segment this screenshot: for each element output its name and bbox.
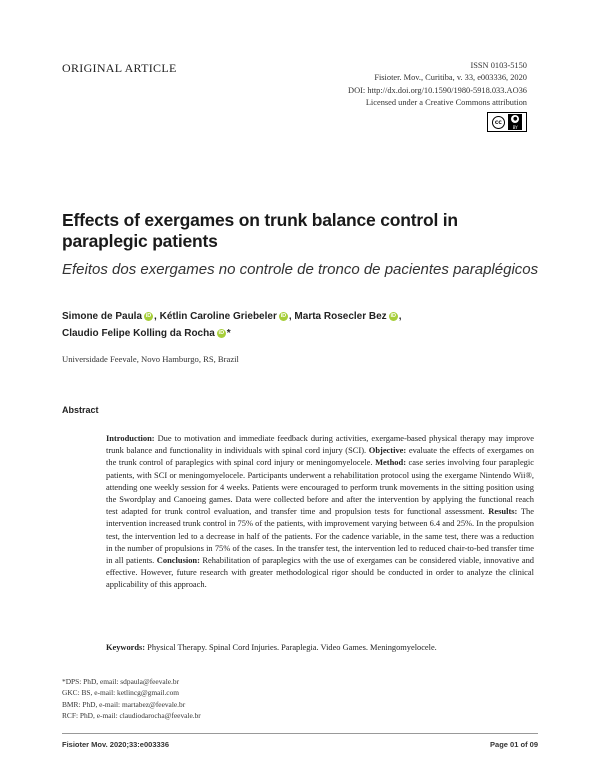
author-separator: * — [226, 328, 231, 339]
objective-heading: Objective: — [368, 445, 407, 456]
results-text: The intervention increased trunk control in 75% of the patients, with improvement varying between 6.4 and 25%. In the propulsion test, the intervention led to a decrease in half of the patients. For the cadence variable, in the same test, there was a reduction in the number of propulsions in 75% of the cases. In the transfer test, the intervention led to reduced chair-to-bed transfer time in all patients. — [106, 506, 535, 566]
orcid-icon[interactable]: iD — [280, 312, 287, 319]
article-subtitle: Efeitos dos exergames no controle de tronco de pacientes paraplégicos — [62, 261, 539, 278]
intro-text: Due to motivation and immediate feedback during activities, exergame-based physical therapy may improve trunk balance and functionality in individuals with spinal cord injury (SCI). — [106, 433, 534, 456]
intro-heading: Introduction: — [106, 433, 155, 443]
author-name: Simone de Paula — [62, 311, 143, 322]
creative-commons-badge[interactable] — [487, 112, 527, 132]
footer-divider — [62, 733, 538, 734]
conclusion-heading: Conclusion: — [156, 555, 200, 566]
orcid-icon[interactable]: iD — [145, 312, 152, 319]
footer-page-number: Page 01 of 09 — [490, 740, 538, 749]
footer-journal: Fisioter Mov. 2020;33:e003336 — [62, 740, 170, 749]
conclusion-text: Rehabilitation of paraplegics with the use of exergames can be considered viable, innovative and effective. However, future research with greater methodological rigor should be conducted in order to analyze the clinical applicability of this approach. — [106, 555, 535, 590]
cc-icon: cc — [492, 116, 505, 129]
abstract-body — [106, 432, 534, 591]
email-line: *DPS: PhD, email: sdpaula@feevale.br — [62, 677, 180, 686]
author-name: Marta Rosecler Bez — [294, 311, 387, 322]
orcid-icon[interactable]: iD — [218, 329, 225, 336]
method-text: case series involving four paraplegic patients, with SCI or meningomyelocele. Participants underwent a rehabilitation protocol using the exergame Nintendo Wii®, attending one weekly session for 4 weeks. Patients were encouraged to perform trunk movements in the sitting position using the Swordplay and Canoeing games. Data were collected before and after the intervention by applying the functional reach test adapted for trunk control evaluation, and transfer time and propulsion tests for functional assessment. — [106, 457, 534, 517]
author-name: Claudio Felipe Kolling da Rocha — [62, 328, 215, 339]
article-type-label: ORIGINAL ARTICLE — [62, 61, 177, 75]
cc-by-icon — [508, 114, 522, 130]
email-line: GKC: BS, e-mail: ketlincg@gmail.com — [62, 688, 180, 698]
author-emails — [62, 676, 201, 722]
citation: Fisioter. Mov., Curitiba, v. 33, e003336, 2020 — [374, 73, 527, 83]
author-name: Kétlin Caroline Griebeler — [159, 311, 277, 322]
doi-link[interactable]: DOI: http://dx.doi.org/10.1590/1980-5918.033.AO36 — [348, 85, 527, 95]
article-title: Effects of exergames on trunk balance control in paraplegic patients — [62, 210, 458, 251]
license-text: Licensed under a Creative Commons attribution — [365, 97, 527, 107]
author-list — [62, 308, 401, 342]
author-line-1 — [62, 308, 401, 325]
affiliation: Universidade Feevale, Novo Hamburgo, RS, Brazil — [62, 354, 239, 364]
objective-text: evaluate the effects of exergames on the trunk control of paraplegics with spinal cord injury or meningomyelocele. — [106, 445, 534, 468]
email-line: RCF: PhD, e-mail: claudiodarocha@feevale.br — [62, 711, 201, 721]
publication-metadata — [348, 60, 527, 109]
method-heading: Method: — [375, 457, 407, 468]
author-separator: , — [288, 311, 295, 322]
issn: ISSN 0103-5150 — [470, 61, 527, 70]
orcid-icon[interactable]: iD — [390, 312, 396, 319]
keywords — [106, 643, 536, 652]
person-icon: ● — [513, 116, 518, 122]
results-heading: Results: — [488, 506, 518, 517]
author-separator: , — [154, 311, 160, 322]
author-line-2 — [62, 325, 401, 342]
author-separator: , — [398, 311, 402, 322]
email-line: BMR: PhD, e-mail: martabez@feevale.br — [62, 699, 186, 709]
abstract-heading: Abstract — [62, 405, 99, 415]
cc-by-label: BY — [512, 125, 518, 130]
keywords-text: Physical Therapy. Spinal Cord Injuries. Paraplegia. Video Games. Meningomyelocele. — [145, 643, 437, 652]
keywords-heading: Keywords: — [106, 643, 146, 652]
